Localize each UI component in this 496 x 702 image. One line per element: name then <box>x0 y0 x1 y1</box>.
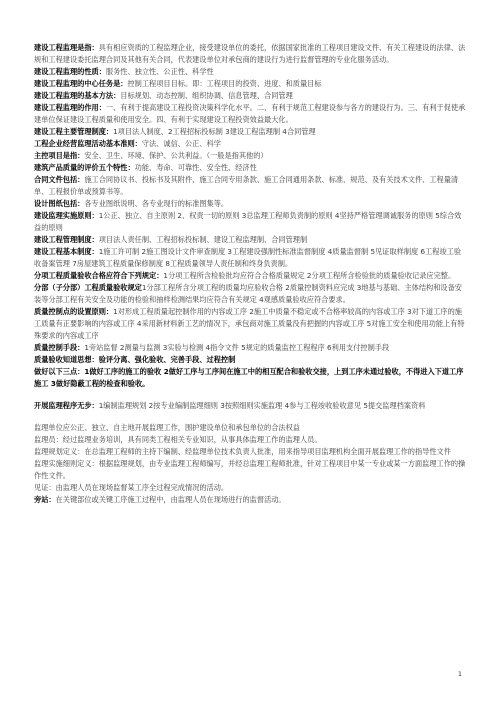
paragraph-text: 1编制监理规划 2按专业编制监理细则 3按照细则实施监理 4参与工程竣收验收意见 5提交监理档案资料 <box>98 401 426 410</box>
paragraph-heading: 建筑产品质量的评价五个特性： <box>34 163 135 172</box>
paragraph <box>34 366 466 390</box>
paragraph <box>34 66 466 78</box>
paragraph <box>34 282 466 306</box>
paragraph-heading: 旁站： <box>34 495 56 504</box>
paragraph <box>34 306 466 342</box>
paragraph <box>34 342 466 354</box>
paragraph-text: 一、有利于提高建设工程投资决策科学化水平。二、有利于规范工程建设参与各方的建设行为。三、有利于促使承建单位保证建设工程质量和使用安全。四、有利于实现建设工程投资效益最大化。 <box>34 103 466 124</box>
paragraph-heading: 建设工程主要管理制度： <box>34 127 114 136</box>
paragraph-text: 各专业图纸说明、各专业现行的标准图集等。 <box>84 199 229 208</box>
paragraph-text: 目标规划、动态控制、组织协调、信息管理、合同管理 <box>120 91 293 100</box>
paragraph-text: 在关键部位或关键工序施工过程中，由监理人员在现场进行的监督活动。 <box>55 495 286 504</box>
paragraph-text: 1项目法人制度、2工程招标投标制 3建设工程监理制 4合同管理 <box>113 127 316 136</box>
paragraph <box>34 494 466 506</box>
paragraph <box>34 446 466 458</box>
paragraph <box>34 78 466 90</box>
paragraph-text: 1施工许可制 2施工图设计文件审查制度 3工程建设强制性标准监督制度 4质量监督制 5见证取样制度 6工程竣工验收备案管理 7房屋建筑工程质量保修制度 8工程质量领导人责任制和终身负责制。 <box>34 247 462 268</box>
paragraph-text: 1旁站监督 2测量与监测 3实验与检测 4指令文件 5规定的质量监控工程程序 6利用支付控制手段 <box>84 343 390 352</box>
paragraph-text: 1分项工程所含检验批均应符合合格质量规定 2分项工程所含检验批的质量验收记录应完整。 <box>163 271 456 280</box>
paragraph-heading: 合同文件包括： <box>34 175 85 184</box>
paragraph-text: 功能、寿命、可靠性、安全性、经济性 <box>134 163 257 172</box>
paragraph-text: 1公正、独立、自主原则 2、权责一切的原则 3总监理工程师负责制的原则 4坚持严格管理调诚服务的原则 5综合效益的原则 <box>34 211 462 232</box>
paragraph-text: 监理规划定义：在总监理工程师的主持下编制、经监理单位技术负责人批准，用来指导项目监理机构全面开展监理工作的指导性文件 <box>34 447 451 456</box>
paragraph-heading: 建设工程监理的中心任务是： <box>34 79 128 88</box>
paragraph-text: 监理单位应公正、独立、自主地开展监理工作，围护建设单位和承包单位的合法权益 <box>34 423 300 432</box>
paragraph-heading: 开展监理程序无步： <box>34 401 99 410</box>
paragraph-text: 见证：由监理人员在现场监督某工序全过程完成情况的活动。 <box>34 483 229 492</box>
paragraph <box>34 138 466 150</box>
paragraph-heading: 质量验收知道思想：验评分离、强化验收、完善手段、过程控制 <box>34 355 236 364</box>
paragraph-text: 控制工程项目目标。即：工程项目的投资、进度、和质量目标 <box>127 79 322 88</box>
paragraph <box>34 198 466 210</box>
paragraph <box>34 162 466 174</box>
paragraph-heading: 建设工程基本制度： <box>34 247 99 256</box>
page-number: 1 <box>457 670 462 678</box>
paragraph <box>34 102 466 126</box>
paragraph-heading: 质量控制点的设置原则： <box>34 307 114 316</box>
paragraph <box>34 354 466 366</box>
paragraph-heading: 分项工程质量验收合格应符合下列规定： <box>34 271 164 280</box>
paragraph-text: 项目法人责任制、工程招标投标制、建设工程监理制、合同管理制 <box>98 235 308 244</box>
paragraph-text: 具有相应资质的工程监理企业，接受建设单位的委托，依据国家批准的工程项目建设文件、有关工程建设的法律、法规和工程建设委托监理合同及其他有关合同，代表建设单位对承包商的建设行为进行监督管理的专业化服务活动。 <box>34 43 466 64</box>
paragraph-heading: 做好以下三点：1做好工序的施工的验收 2做好工序与工序间在施工中的相互配合和验收交接，上到工序未通过验收，不得进入下道工序施工 3做好隐蔽工程的检查和验收。 <box>34 367 464 388</box>
paragraph-heading: 主控项目是指： <box>34 151 85 160</box>
paragraph <box>34 482 466 494</box>
paragraph <box>34 400 466 412</box>
paragraph-text: 施工合同协议书、投标书及其附件、施工合同专用条款、施工合同通用条款、标准、规范、及有关技术文件、工程量清单、工程报价单或预算书等。 <box>34 175 459 196</box>
paragraph <box>34 270 466 282</box>
paragraph-heading: 建设工程监理是指： <box>34 43 99 52</box>
paragraph <box>34 42 466 66</box>
paragraph <box>34 90 466 102</box>
paragraph-heading: 质量控制手段： <box>34 343 85 352</box>
paragraph <box>34 246 466 270</box>
paragraph-text: 监理员：经过监理业务培训，具有同类工程相关专业知识，从事具体监理工作的监理人员。 <box>34 435 322 444</box>
paragraph <box>34 458 466 482</box>
paragraph <box>34 434 466 446</box>
paragraph-heading: 建设工程监理的性质： <box>34 67 106 76</box>
paragraph <box>34 174 466 198</box>
paragraph-text: 安全、卫生、环境、保护、公共利益。（一般是指其他的） <box>84 151 268 160</box>
paragraph-text: 服务性、独立性、公正性、科学性 <box>105 67 214 76</box>
paragraph-heading: 设计图纸包括： <box>34 199 85 208</box>
paragraph-text: 守法、诚信、公正、科学 <box>141 139 221 148</box>
paragraph-spacer <box>34 390 466 400</box>
paragraph-spacer <box>34 412 466 422</box>
paragraph-heading: 建设监理实施原则： <box>34 211 99 220</box>
paragraph <box>34 422 466 434</box>
paragraph-text: 1分部工程所含分项工程的质量均应验收合格 2质量控制资料应完成 3地基与基础、主体结构和设备安装等分部工程有关安全及功能的检验和抽样检测结果均应符合有关规定 4观感质量验收应符合要求。 <box>34 283 462 304</box>
paragraph-heading: 分部（子分部）工程质量验收规定 <box>34 283 142 292</box>
paragraph-heading: 建设工程监理的基本方法： <box>34 91 121 100</box>
paragraph-text: 监理实施细则定义：根据监理规划，由专业监理工程师编写，并经总监理工程师批准，针对工程项目中某一专业或某一方面监理工作的操作性文件。 <box>34 459 466 480</box>
paragraph-heading: 工程企业经营监理活动基本准则： <box>34 139 142 148</box>
document-body <box>34 42 466 506</box>
paragraph <box>34 126 466 138</box>
paragraph <box>34 234 466 246</box>
paragraph <box>34 210 466 234</box>
paragraph-heading: 建设工程监理的作用： <box>34 103 106 112</box>
paragraph-heading: 建设工程管理制度： <box>34 235 99 244</box>
paragraph <box>34 150 466 162</box>
paragraph-text: 1对形成工程质量起控制作用的内容或工序 2施工中质量不稳定或不合格率较高的内容或工序 3对下道工序的施工质量有正要影响的内容或工序 4采用新材料新工艺的情况下，承包商对施工质量没有把握的内容或工序 5对施工安全和使用功能上有特殊要求的内容或工序 <box>34 307 465 340</box>
